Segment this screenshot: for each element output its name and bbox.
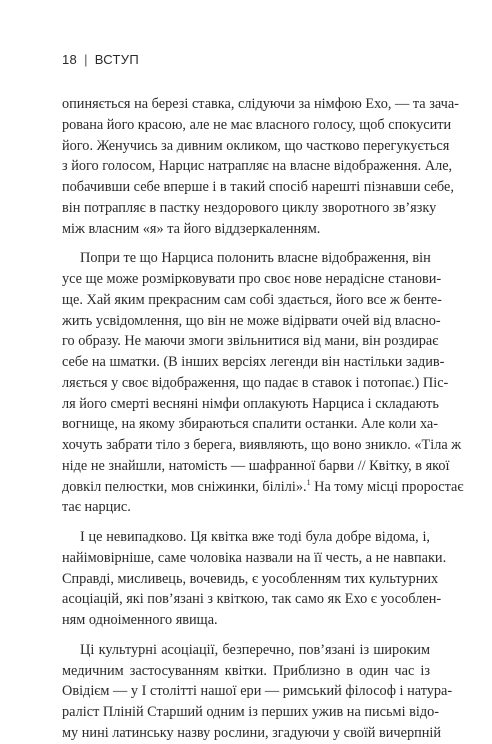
text-line: Ці культурні асоціації, безперечно, пов’язані із широким	[80, 641, 430, 658]
text-line: ляється у своє відображення, що падає в ставок і потопає.) Піс-	[62, 374, 449, 391]
text-line: його. Женучись за дивним окликом, що частково перегукується	[62, 137, 450, 154]
text-line: між власним «я» та його віддзеркаленням.	[62, 220, 321, 237]
text-line: му нині латинську назву рослини, згадуючи у своїй вичерпній	[62, 724, 442, 741]
running-head	[62, 52, 139, 67]
text-line: рована його красою, але не має власного голосу, щоб спокусити	[62, 116, 452, 133]
text-line: себе на шматки. (В інших версіях легенди він настільки задив-	[62, 354, 445, 370]
text-line: хочуть забрати тіло з берега, виявляють, що воно зникло. «Тіла ж	[62, 437, 462, 453]
text-line: Овідієм — у I столітті нашої ери — римський філософ і натура-	[62, 683, 453, 700]
text-line-segment: На тому місці проростає	[310, 478, 464, 495]
paragraph-4	[62, 640, 453, 744]
text-line	[62, 477, 464, 498]
text-line: Справді, мисливець, вочевидь, є уособленням тих культурних	[62, 570, 439, 587]
header-separator: |	[84, 52, 88, 67]
footnote-marker[interactable]: 1	[306, 477, 311, 487]
paragraph-3	[62, 527, 447, 631]
text-line: жить усвідомлення, що він не може відірвати очей від власно-	[62, 312, 441, 329]
text-line: І це невипадково. Ця квітка вже тоді була добре відома, і,	[80, 529, 430, 545]
text-line: з його голосом, Нарцис натрапляє на власне відображення. Але,	[62, 158, 453, 175]
text-line: раліст Пліній Старший одним із перших ужив на письмі відо-	[62, 704, 440, 720]
paragraph-2	[62, 248, 464, 518]
text-line: усе ще може розмірковувати про своє нове нерадісне станови-	[62, 271, 442, 287]
text-line: ням одноіменного явища.	[62, 612, 218, 628]
text-line: Попри те що Нарциса полонить власне відображення, він	[80, 250, 431, 267]
text-line: він потрапляє в пастку нездорового циклу зворотного зв’язку	[62, 199, 437, 216]
text-line: асоціацій, які пов’язані з квіткою, так само як Ехо є уособлен-	[62, 591, 442, 608]
text-line: ще. Хай яким прекрасним сам собі здається, його все ж бенте-	[62, 291, 442, 308]
text-line: вогнище, на якому збираються спалити останки. Але коли ха-	[62, 416, 439, 433]
text-line: ля його смерті весняні німфи оплакують Нарциса і складають	[62, 395, 439, 412]
page-number: 18	[62, 52, 78, 67]
text-line: ніде не знайшли, натомість — шафранної барви // Квітку, в якої	[62, 457, 450, 474]
text-line: опиняється на березі ставка, слідуючи за німфою Ехо, — та зача-	[62, 96, 459, 112]
body-text	[62, 94, 464, 744]
text-line: побачивши себе вперше і в такий спосіб нарешті пізнавши себе,	[62, 179, 454, 195]
text-line: го образу. Не маючи змоги звільнитися від мани, він роздирає	[62, 333, 439, 350]
text-line: медичним застосуванням квітки. Приблизно в один час із	[62, 662, 430, 679]
text-line-segment: довкіл пелюстки, мов сніжинки, білілі».	[62, 478, 307, 495]
text-line: тає нарцис.	[62, 499, 131, 516]
paragraph-1	[62, 94, 459, 239]
section-title: ВСТУП	[94, 52, 139, 67]
text-line: найімовірніше, саме чоловіка назвали на її честь, а не навпаки.	[62, 549, 447, 566]
